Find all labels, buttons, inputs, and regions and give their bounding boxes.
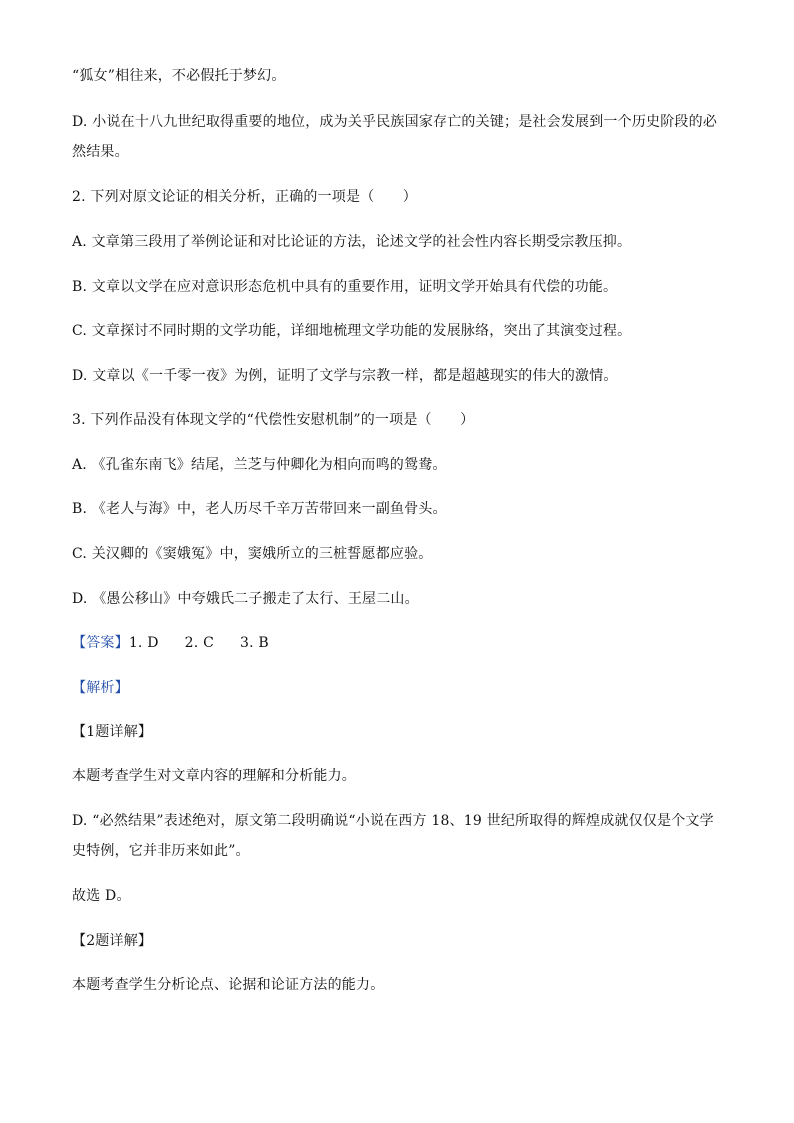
option-a: A. 文章第三段用了举例论证和对比论证的方法，论述文学的社会性内容长期受宗教压抑。 xyxy=(72,234,632,250)
detail-2-text: 本题考查学生分析论点、论据和论证方法的能力。 xyxy=(72,977,385,993)
detail-2-tag: 【2题详解】 xyxy=(72,933,153,949)
question-3: 3. 下列作品没有体现文学的“代偿性安慰机制”的一项是（ ） xyxy=(72,412,475,428)
answer-tag: 【答案】 xyxy=(72,635,129,651)
option-d: D. 小说在十八九世纪取得重要的地位，成为关乎民族国家存亡的关键；是社会发展到一个历史阶段的必 xyxy=(72,114,718,130)
option-d: D. 《愚公移山》中夸娥氏二子搬走了太行、王屋二山。 xyxy=(72,591,419,607)
text-line: 然结果。 xyxy=(72,144,129,160)
detail-1-text: 史特例，它并非历来如此”。 xyxy=(72,843,250,859)
option-b: B. 文章以文学在应对意识形态危机中具有的重要作用，证明文学开始具有代偿的功能。 xyxy=(72,279,618,295)
detail-1-text: 故选 D。 xyxy=(72,888,131,904)
detail-1-text: 本题考查学生对文章内容的理解和分析能力。 xyxy=(72,768,356,784)
answer-3: 3. B xyxy=(239,635,269,651)
question-2: 2. 下列对原文论证的相关分析，正确的一项是（ ） xyxy=(72,189,418,205)
option-c: C. 关汉卿的《窦娥冤》中，窦娥所立的三桩誓愿都应验。 xyxy=(72,546,433,562)
answer-1: 1. D xyxy=(128,635,159,651)
option-a: A. 《孔雀东南飞》结尾，兰芝与仲卿化为相向而鸣的鸳鸯。 xyxy=(72,457,447,473)
detail-1-tag: 【1题详解】 xyxy=(72,724,153,740)
detail-1-text: D. “必然结果”表述绝对，原文第二段明确说“小说在西方 18、19 世纪所取得的辉煌成就仅仅是个文学 xyxy=(72,813,714,829)
option-d: D. 文章以《一千零一夜》为例，证明了文学与宗教一样，都是超越现实的伟大的激情。 xyxy=(72,368,618,384)
analysis-tag: 【解析】 xyxy=(72,680,129,696)
option-c: C. 文章探讨不同时期的文学功能，详细地梳理文学功能的发展脉络，突出了其演变过程。 xyxy=(72,323,632,339)
answer-line xyxy=(72,633,269,653)
text-line: “狐女”相往来，不必假托于梦幻。 xyxy=(72,68,286,84)
option-b: B. 《老人与海》中，老人历尽千辛万苦带回来一副鱼骨头。 xyxy=(72,501,447,517)
answer-2: 2. C xyxy=(184,635,214,651)
